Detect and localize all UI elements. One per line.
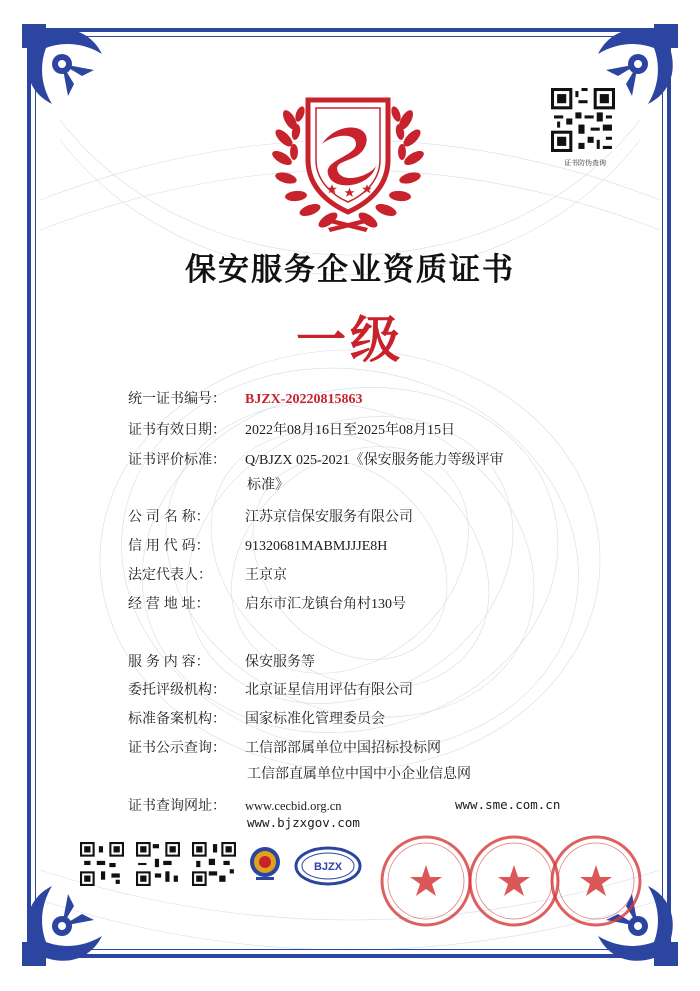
website-link-3[interactable]: www.bjzxgov.com — [247, 815, 360, 830]
red-seal-stamp-icon — [548, 833, 644, 929]
field-legal-rep — [128, 565, 287, 585]
certificate-level: 一级 — [296, 310, 404, 369]
field-publicity — [128, 738, 441, 758]
qr-code[interactable] — [192, 842, 236, 886]
field-standard — [128, 450, 504, 470]
field-company — [128, 507, 413, 527]
corner-ornament-icon — [22, 876, 112, 966]
field-label: 证书评价标准： — [128, 451, 226, 467]
field-service — [128, 652, 315, 672]
qr-code[interactable] — [80, 842, 124, 886]
red-seal-stamp-icon — [378, 833, 474, 929]
certificate-title: 保安服务企业资质证书 — [185, 252, 515, 288]
field-label: 公 司 名 称： — [128, 508, 210, 524]
website-link-1[interactable]: www.cecbid.org.cn — [245, 799, 342, 813]
field-website — [128, 796, 342, 815]
rating-agency: 北京证星信用评估有限公司 — [245, 683, 413, 698]
verification-qr-code[interactable] — [551, 88, 615, 152]
field-label: 统一证书编号： — [128, 390, 226, 406]
field-label: 信 用 代 码： — [128, 537, 210, 553]
security-badge-logo-icon — [248, 842, 282, 886]
qr-code[interactable] — [136, 842, 180, 886]
field-agency — [128, 680, 413, 700]
field-label: 委托评级机构： — [128, 681, 226, 697]
field-validity — [128, 420, 455, 440]
filing-agency: 国家标准化管理委员会 — [245, 712, 385, 727]
field-address — [128, 594, 406, 614]
field-credit — [128, 536, 387, 556]
field-label: 服 务 内 容： — [128, 653, 210, 669]
publicity-line1: 工信部部属单位中国招标投标网 — [245, 741, 441, 756]
publicity-line2: 工信部直属单位中国中小企业信息网 — [247, 767, 471, 782]
website-link-2[interactable]: www.sme.com.cn — [455, 797, 561, 812]
field-cert-no — [128, 389, 362, 409]
field-label: 证书公示查询： — [128, 739, 226, 755]
field-filing — [128, 709, 385, 729]
field-label: 标准备案机构： — [128, 710, 226, 726]
cert-number: BJZX-20220815863 — [245, 392, 363, 407]
field-label: 证书查询网址： — [128, 797, 226, 813]
legal-representative: 王京京 — [245, 568, 287, 583]
standard-line1: Q/BJZX 025-2021《保安服务能力等级评审 — [245, 453, 504, 468]
standard-line2: 标准》 — [247, 478, 289, 493]
field-label: 法定代表人： — [128, 566, 212, 582]
company-name: 江苏京信保安服务有限公司 — [245, 510, 413, 525]
credit-code: 91320681MABMJJJE8H — [245, 539, 388, 554]
bjzx-logo-text: BJZX — [313, 861, 343, 873]
corner-ornament-icon — [22, 24, 112, 114]
qr-caption: 证书防伪查询 — [564, 160, 606, 167]
service-scope: 保安服务等 — [245, 655, 315, 670]
field-label: 证书有效日期： — [128, 421, 226, 437]
bjzx-logo-icon — [294, 846, 362, 886]
field-label: 经 营 地 址： — [128, 595, 210, 611]
shield-laurel-emblem-icon — [248, 80, 448, 240]
validity-period: 2022年08月16日至2025年08月15日 — [245, 423, 455, 438]
business-address: 启东市汇龙镇台角村130号 — [245, 597, 406, 612]
